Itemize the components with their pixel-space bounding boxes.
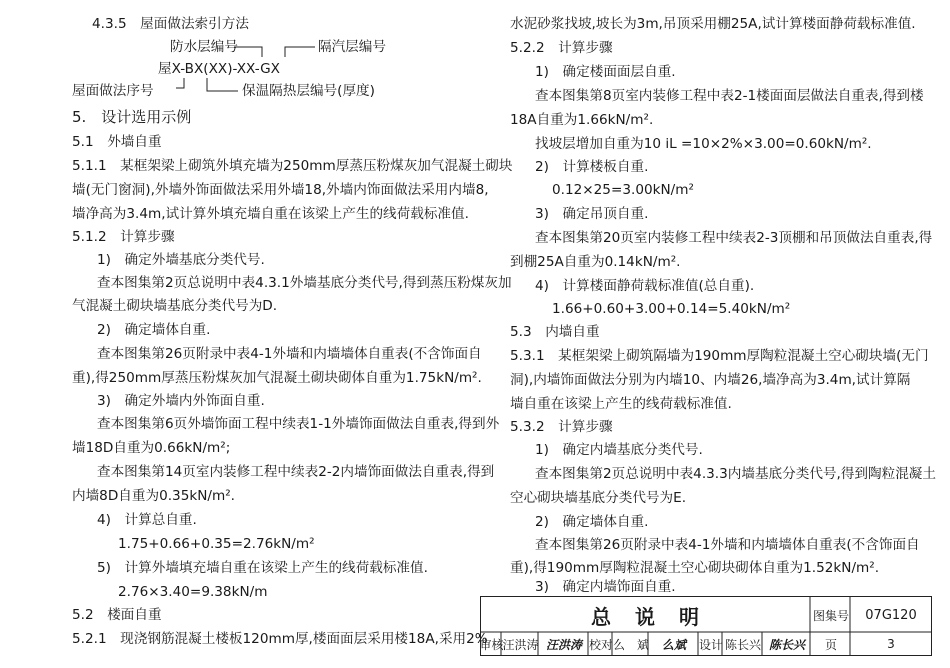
reviewer-name: 汪洪涛 (502, 637, 539, 652)
paragraph-text-line: 墙净高为3.4m,试计算外填充墙自重在该梁上产生的线荷载标准值. (72, 206, 469, 222)
paragraph-text-line: 水泥砂浆找坡,坡长为3m,吊顶采用棚25A,试计算楼面静荷载标准值. (510, 16, 916, 32)
paragraph-text-line: 查本图集第26页附录中表4-1外墙和内墙墙体自重表(不含饰面自 (97, 346, 482, 362)
check-label: 校对 (589, 637, 614, 652)
atlas-number: 07G120 (865, 607, 917, 623)
paragraph-5-3-1: 5.3.1 某框架梁上砌筑隔墙为190mm厚陶粒混凝土空心砌块墙(无门 (510, 348, 929, 364)
formula-line: 0.12×25=3.00kN/m² (552, 182, 694, 198)
label-vapor-barrier-layer: 隔汽层编号 (318, 39, 386, 55)
paragraph-text-line: 查本图集第2页总说明中表4.3.1外墙基底分类代号,得到蒸压粉煤灰加 (97, 275, 512, 291)
step-3-heading: 3) 确定内墙饰面自重. (535, 579, 676, 595)
step-4-heading: 4) 计算总自重. (97, 512, 197, 528)
paragraph-text-line: 墙(无门窗洞),外墙外饰面做法采用外墙18,外墙内饰面做法采用内墙8, (72, 182, 489, 198)
formula-line: 1.75+0.66+0.35=2.76kN/m² (118, 536, 315, 552)
paragraph-text-line: 重),得190mm厚陶粒混凝土空心砌块砌体自重为1.52kN/m². (510, 560, 880, 576)
formula-line: 2.76×3.40=9.38kN/m (118, 584, 268, 600)
paragraph-text-line: 空心砌块墙基底分类代号为E. (510, 490, 687, 506)
section-5-2-heading: 5.2 楼面自重 (72, 607, 162, 623)
paragraph-text-line: 到棚25A自重为0.14kN/m². (510, 254, 681, 270)
formula-line: 1.66+0.60+3.00+0.14=5.40kN/m² (552, 301, 791, 317)
designer-name: 陈长兴 (724, 637, 761, 652)
paragraph-text-line: 重),得250mm厚蒸压粉煤灰加气混凝土砌块砌体自重为1.75kN/m². (72, 370, 482, 386)
paragraph-text-line: 18A自重为1.66kN/m². (510, 112, 654, 128)
section-5-heading: 5. 设计选用示例 (72, 108, 192, 126)
paragraph-text-line: 查本图集第8页室内装修工程中表2-1楼面面层做法自重表,得到楼 (535, 88, 924, 104)
step-3-heading: 3) 确定吊顶自重. (535, 206, 649, 222)
step-2-heading: 2) 确定墙体自重. (535, 514, 649, 530)
label-waterproof-layer: 防水层编号 (170, 39, 238, 55)
step-2-heading: 2) 计算楼板自重. (535, 159, 649, 175)
paragraph-text-line: 内墙8D自重为0.35kN/m². (72, 488, 235, 504)
step-4-heading: 4) 计算楼面静荷载标准值(总自重). (535, 278, 755, 294)
step-1-heading: 1) 确定内墙基底分类代号. (535, 442, 703, 458)
step-1-heading: 1) 确定楼面面层自重. (535, 64, 676, 80)
paragraph-text-line: 查本图集第2页总说明中表4.3.3内墙基底分类代号,得到陶粒混凝土 (535, 466, 936, 482)
section-5-1-heading: 5.1 外墙自重 (72, 134, 162, 150)
label-roof-sequence: 屋面做法序号 (72, 83, 154, 99)
design-label: 设计 (699, 637, 724, 652)
reviewer-signature: 汪洪涛 (545, 637, 582, 652)
title-block (480, 596, 932, 656)
paragraph-text-line: 墙自重在该梁上产生的线荷载标准值. (510, 396, 732, 412)
page-number: 3 (887, 637, 895, 651)
section-4-3-5-heading: 4.3.5 屋面做法索引方法 (92, 16, 249, 32)
checker-signature: 么斌 (661, 637, 686, 652)
label-insulation-layer: 保温隔热层编号(厚度) (242, 83, 375, 99)
step-2-heading: 2) 确定墙体自重. (97, 322, 211, 338)
paragraph-text-line: 气混凝土砌块墙基底分类代号为D. (72, 298, 278, 314)
paragraph-text-line: 查本图集第6页外墙饰面工程中续表1-1外墙饰面做法自重表,得到外 (97, 416, 500, 432)
paragraph-5-1-1: 5.1.1 某框架梁上砌筑外填充墙为250mm厚蒸压粉煤灰加气混凝土砌块 (72, 158, 513, 174)
paragraph-5-2-1: 5.2.1 现浇钢筋混凝土楼板120mm厚,楼面面层采用楼18A,采用2% (72, 631, 488, 647)
section-5-3-2-heading: 5.3.2 计算步骤 (510, 419, 613, 435)
page-label: 页 (824, 637, 837, 652)
review-label: 审核 (479, 637, 504, 652)
paragraph-text-line: 墙18D自重为0.66kN/m²; (72, 440, 231, 456)
drawing-title: 总 说 明 (591, 604, 701, 629)
section-5-3-heading: 5.3 内墙自重 (510, 324, 600, 340)
section-5-1-2-heading: 5.1.2 计算步骤 (72, 229, 175, 245)
checker-name: 么 斌 (613, 637, 650, 652)
atlas-number-label: 图集号 (812, 608, 849, 623)
step-3-heading: 3) 确定外墙内外饰面自重. (97, 393, 265, 409)
designer-signature: 陈长兴 (768, 637, 805, 652)
paragraph-text-line: 洞),内墙饰面做法分别为内墙10、内墙26,墙净高为3.4m,试计算隔 (510, 372, 911, 388)
roof-code-format: 屋X-BX(XX)-XX-GX (158, 61, 280, 77)
right-column (480, 0, 950, 596)
section-5-2-2-heading: 5.2.2 计算步骤 (510, 40, 613, 56)
step-5-heading: 5) 计算外墙填充墙自重在该梁上产生的线荷载标准值. (97, 560, 428, 576)
roof-index-diagram (0, 0, 470, 110)
formula-line: 找坡层增加自重为10 iL =10×2%×3.00=0.60kN/m². (535, 136, 872, 152)
step-1-heading: 1) 确定外墙基底分类代号. (97, 252, 265, 268)
paragraph-text-line: 查本图集第26页附录中表4-1外墙和内墙墙体自重表(不含饰面自 (535, 537, 920, 553)
paragraph-text-line: 查本图集第14页室内装修工程中续表2-2内墙饰面做法自重表,得到 (97, 464, 495, 480)
paragraph-text-line: 查本图集第20页室内装修工程中续表2-3顶棚和吊顶做法自重表,得 (535, 230, 933, 246)
